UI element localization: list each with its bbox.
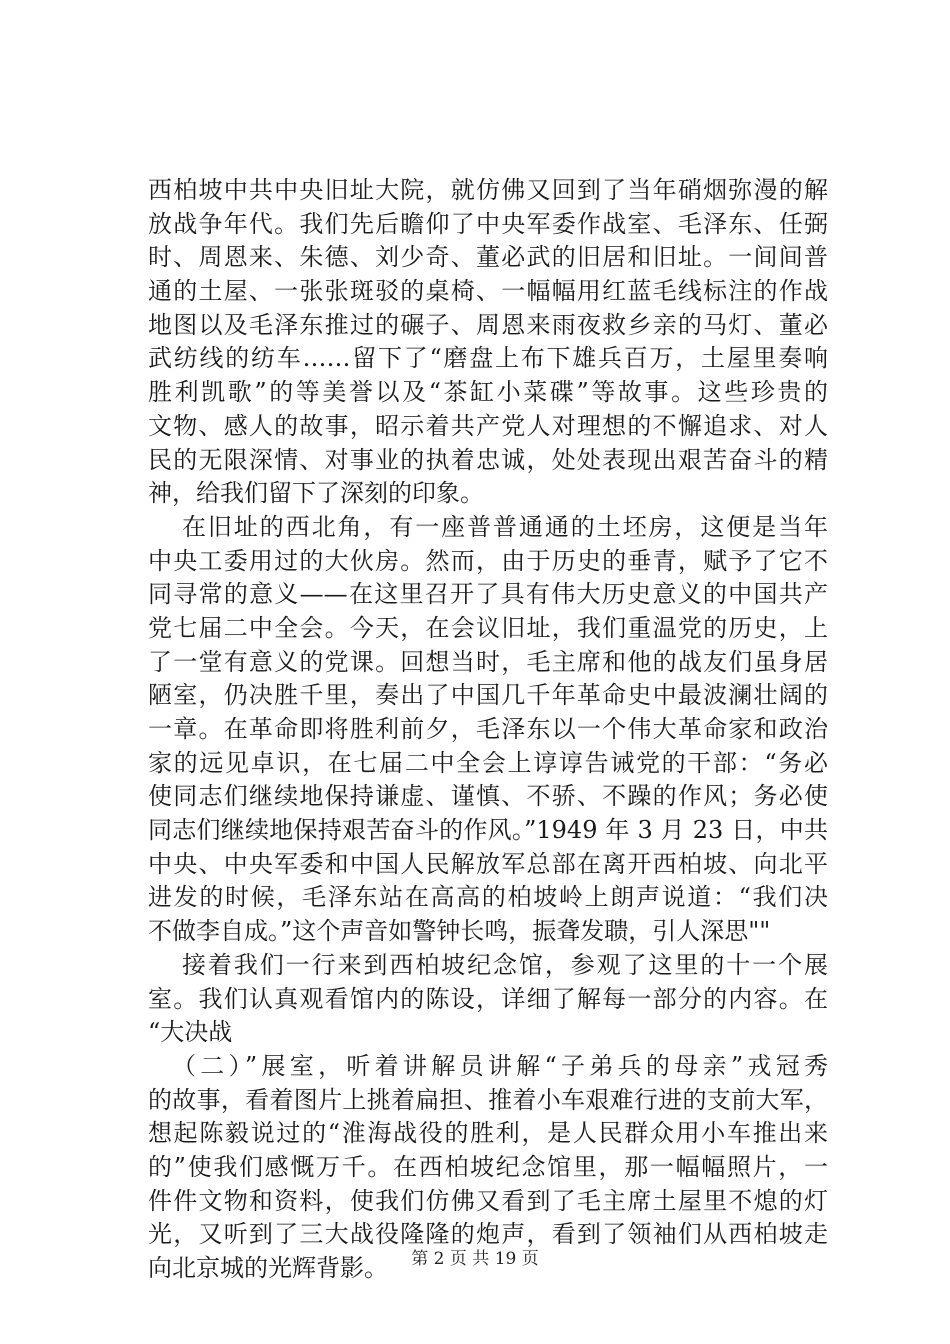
text-line: （二）”展室，听着讲解员讲解“子弟兵的母亲”戎冠秀 (172, 1051, 828, 1080)
text-line: 了一堂有意义的党课。回想当时，毛主席和他的战友们虽身居 (148, 647, 828, 676)
text-line: 进发的时候，毛泽东站在高高的柏坡岭上朗声说道：“我们决 (148, 883, 828, 912)
text-line: 中央、中央军委和中国人民解放军总部在离开西柏坡、向北平 (148, 849, 828, 878)
text-line: 不做李自成。”这个声音如警钟长鸣，振聋发聩，引人深思"" (148, 917, 771, 946)
text-line: 通的土屋、一张张斑驳的桌椅、一幅幅用红蓝毛线标注的作战 (148, 277, 828, 306)
text-line: 文物、感人的故事，昭示着共产党人对理想的不懈追求、对人 (148, 411, 828, 440)
text-line: 地图以及毛泽东推过的碾子、周恩来雨夜救乡亲的马灯、董必 (148, 310, 828, 339)
text-line: 时、周恩来、朱德、刘少奇、董必武的旧居和旧址。一间间普 (148, 243, 828, 272)
text-line: 民的无限深情、对事业的执着忠诚，处处表现出艰苦奋斗的精 (148, 445, 828, 474)
document-body (148, 174, 828, 1286)
text-line: 的故事，看着图片上挑着扁担、推着小车艰难行进的支前大军， (148, 1085, 828, 1114)
text-line: 的”使我们感慨万千。在西柏坡纪念馆里，那一幅幅照片，一 (148, 1152, 828, 1181)
text-line: 同寻常的意义——在这里召开了具有伟大历史意义的中国共产 (148, 580, 828, 609)
text-line: 在旧址的西北角，有一座普普通通的土坯房，这便是当年 (182, 512, 828, 541)
text-line: 光，又听到了三大战役隆隆的炮声，看到了领袖们从西柏坡走 (148, 1220, 828, 1249)
text-line: 接着我们一行来到西柏坡纪念馆，参观了这里的十一个展 (182, 950, 828, 979)
text-line: 党七届二中全会。今天，在会议旧址，我们重温党的历史，上 (148, 613, 828, 642)
text-line: 放战争年代。我们先后瞻仰了中央军委作战室、毛泽东、任弼 (148, 209, 828, 238)
text-line: 神，给我们留下了深刻的印象。 (148, 479, 484, 508)
text-line: 西柏坡中共中央旧址大院，就仿佛又回到了当年硝烟弥漫的解 (148, 176, 828, 204)
text-line: 胜利凯歌”的等美誉以及“茶缸小菜碟”等故事。这些珍贵的 (148, 378, 828, 407)
text-line: “大决战 (148, 1018, 233, 1047)
text-line: 件件文物和资料，使我们仿佛又看到了毛主席土屋里不熄的灯 (148, 1186, 828, 1215)
text-line: 一章。在革命即将胜利前夕，毛泽东以一个伟大革命家和政治 (148, 715, 828, 743)
text-line: 武纺线的纺车……留下了“磨盘上布下雄兵百万，土屋里奏响 (148, 344, 828, 373)
text-line: 中央工委用过的大伙房。然而，由于历史的垂青，赋予了它不 (148, 546, 828, 575)
text-line: 同志们继续地保持艰苦奋斗的作风。”1949 年 3 月 23 日，中共 (148, 816, 828, 845)
text-line: 室。我们认真观看馆内的陈设，详细了解每一部分的内容。在 (148, 984, 828, 1013)
page-footer: 第 2 页 共 19 页 (411, 1249, 539, 1269)
text-line: 家的远见卓识，在七届二中全会上谆谆告诫党的干部：“务必 (148, 748, 828, 777)
text-line: 想起陈毅说过的“淮海战役的胜利，是人民群众用小车推出来 (148, 1119, 828, 1148)
text-line: 陋室，仍决胜千里，奏出了中国几千年革命史中最波澜壮阔的 (148, 681, 828, 710)
text-line: 向北京城的光辉背影。 (148, 1254, 388, 1282)
text-line: 使同志们继续地保持谦虚、谨慎、不骄、不躁的作风；务必使 (148, 782, 828, 811)
